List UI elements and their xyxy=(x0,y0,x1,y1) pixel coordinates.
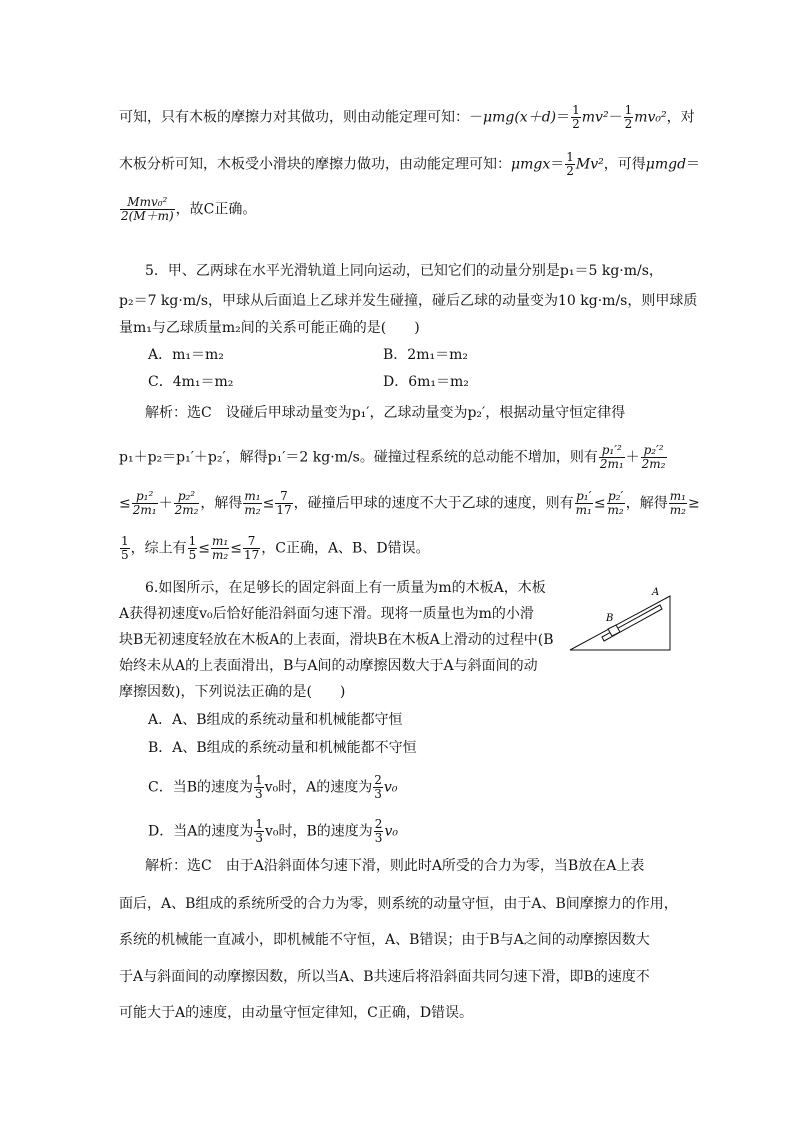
question-6-line: 始终未从A的上表面滑出，B与A间的动摩擦因数大于A与斜面间的动 xyxy=(119,658,538,674)
text-line: 木板分析可知，木板受小滑块的摩擦力做功，由动能定理可知：μmgx＝ $\frac{1}{2}$ Mv²，可得μmgd＝ xyxy=(119,150,701,178)
incline-triangle xyxy=(570,596,670,650)
fraction: $\frac{7}{17}$ xyxy=(276,489,292,517)
question-6-line: 块B无初速度轻放在木板A的上表面，滑块B在木板A上滑动的过程中(B xyxy=(119,632,554,648)
fraction: $\frac{1}{5}$ xyxy=(188,534,197,562)
option-d: D．当A的速度为 $\frac{1}{3}$ v₀时，B的速度为 $\frac{2}{3}$ v₀ xyxy=(148,817,398,845)
option-d: D．6m₁＝m₂ xyxy=(383,374,469,390)
fraction: $\frac{2}{3}$ xyxy=(374,773,382,801)
solution-line: 解析：选C 由于A沿斜面体匀速下滑，则此时A所受的合力为零，当B放在A上表 xyxy=(145,858,645,874)
solution-line: 面后，A、B组成的系统所受的合力为零，则系统的动量守恒，由于A、B间摩擦力的作用， xyxy=(119,896,678,912)
option-b: B．A、B组成的系统动量和机械能都不守恒 xyxy=(148,740,417,756)
incline-figure xyxy=(566,582,676,654)
fraction: $\frac{\text{p₂²}}{\text{2m₂}}$ xyxy=(174,489,199,517)
solution-line: 解析：选C 设碰后甲球动量变为p₁′，乙球动量变为p₂′，根据动量守恒定律得 xyxy=(145,405,626,421)
label-a: A xyxy=(652,587,660,598)
text-line: 可知，只有木板的摩擦力对其做功，则由动能定理可知：－μmg(x＋d)＝ $\frac{1}{2}$ mv²－ $\frac{1}{2}$ mv₀²，对 xyxy=(119,103,695,131)
question-6-line: A获得初速度v₀后恰好能沿斜面匀速下滑。现将一质量也为m的小滑 xyxy=(119,606,534,622)
fraction: $\frac{\text{p₁′}}{\text{m₁}}$ xyxy=(575,489,592,517)
option-c: C．4m₁＝m₂ xyxy=(148,374,234,390)
fraction: $\frac{1}{3}$ xyxy=(255,773,263,801)
fraction: $\frac{\text{p₁′²}}{\text{2m₁}}$ xyxy=(599,443,624,471)
fraction: $\frac{\text{Mmv₀²}}{2(M+m)}$ xyxy=(121,195,174,223)
solution-line: ≤ $\frac{\text{p₁²}}{\text{2m₁}}$ ＋ $\frac{\text{p₂²}}{\text{2m₂}}$ ，解得 $\frac{\text{m₁}}{\text{m₂}}$ ≤ $\frac{7}{17}$ ，碰撞后甲球的速度不大于乙球的速度，则有 $\frac{\text{p₁′}}{\text{m₁}}$ ≤ $\frac{\text{p₂′}}{\text{m₂}}$ ，解得 $\frac{\text{m₁}}{\text{m₂}}$ ≥ xyxy=(119,489,700,517)
question-6-line: 摩擦因数)，下列说法正确的是( ) xyxy=(119,684,346,700)
label-b: B xyxy=(606,613,614,624)
option-b: B．2m₁＝m₂ xyxy=(383,347,468,363)
solution-line: 于A与斜面间的动摩擦因数，所以当A、B共速后将沿斜面共同匀速下滑，即B的速度不 xyxy=(119,969,650,985)
option-a: A．A、B组成的系统动量和机械能都守恒 xyxy=(148,712,403,728)
question-5-line: 5．甲、乙两球在水平光滑轨道上同向运动，已知它们的动量分别是p₁＝5 kg·m/s， xyxy=(145,263,663,279)
text-line: $\frac{\text{Mmv₀²}}{2(M+m)}$ ，故C正确。 xyxy=(121,195,257,223)
fraction: $\frac{1}{3}$ xyxy=(255,817,263,845)
option-c: C．当B的速度为 $\frac{1}{3}$ v₀时，A的速度为 $\frac{2}{3}$ v₀ xyxy=(148,773,398,801)
fraction: $\frac{\text{p₁²}}{\text{2m₁}}$ xyxy=(132,489,157,517)
fraction: $\frac{\text{m₁}}{\text{m₂}}$ xyxy=(669,489,686,517)
solution-line: 可能大于A的速度，由动量守恒定律知，C正确，D错误。 xyxy=(119,1005,474,1021)
question-5-line: p₂＝7 kg·m/s，甲球从后面追上乙球并发生碰撞，碰后乙球的动量变为10 kg·m/s，则甲球质 xyxy=(119,293,698,309)
fraction: $\frac{\text{p₂′²}}{\text{2m₂}}$ xyxy=(641,443,666,471)
question-6-line: 6.如图所示，在足够长的固定斜面上有一质量为m的木板A，木板 xyxy=(145,580,546,596)
fraction: $\frac{1}{5}$ xyxy=(121,534,129,562)
fraction: $\frac{\text{m₁}}{\text{m₂}}$ xyxy=(244,489,261,517)
fraction: $\frac{7}{17}$ xyxy=(243,534,260,562)
fraction: $\frac{2}{3}$ xyxy=(374,817,383,845)
fraction: $\frac{\text{p₂′}}{\text{m₂}}$ xyxy=(607,489,624,517)
fraction: $\frac{1}{2}$ xyxy=(566,150,574,178)
solution-line: 系统的机械能一直减小，即机械能不守恒，A、B错误；由于B与A之间的动摩擦因数大 xyxy=(119,932,650,948)
fraction: $\frac{\text{m₁}}{\text{m₂}}$ xyxy=(212,534,229,562)
solution-line: $\frac{1}{5}$ ，综上有 $\frac{1}{5}$ ≤ $\frac{\text{m₁}}{\text{m₂}}$ ≤ $\frac{7}{17}$ ，C正确，A、B、D错误。 xyxy=(121,534,430,562)
solution-line: p₁＋p₂＝p₁′＋p₂′，解得p₁′＝2 kg·m/s。碰撞过程系统的总动能不增加，则有 $\frac{\text{p₁′²}}{\text{2m₁}}$ ＋ $\frac{\text{p₂′²}}{\text{2m₂}}$ xyxy=(119,443,666,471)
fraction: $\frac{1}{2}$ xyxy=(572,103,580,131)
option-a: A．m₁＝m₂ xyxy=(148,347,224,363)
fraction: $\frac{1}{2}$ xyxy=(624,103,633,131)
question-5-line: 量m₁与乙球质量m₂间的关系可能正确的是( ) xyxy=(119,320,420,336)
